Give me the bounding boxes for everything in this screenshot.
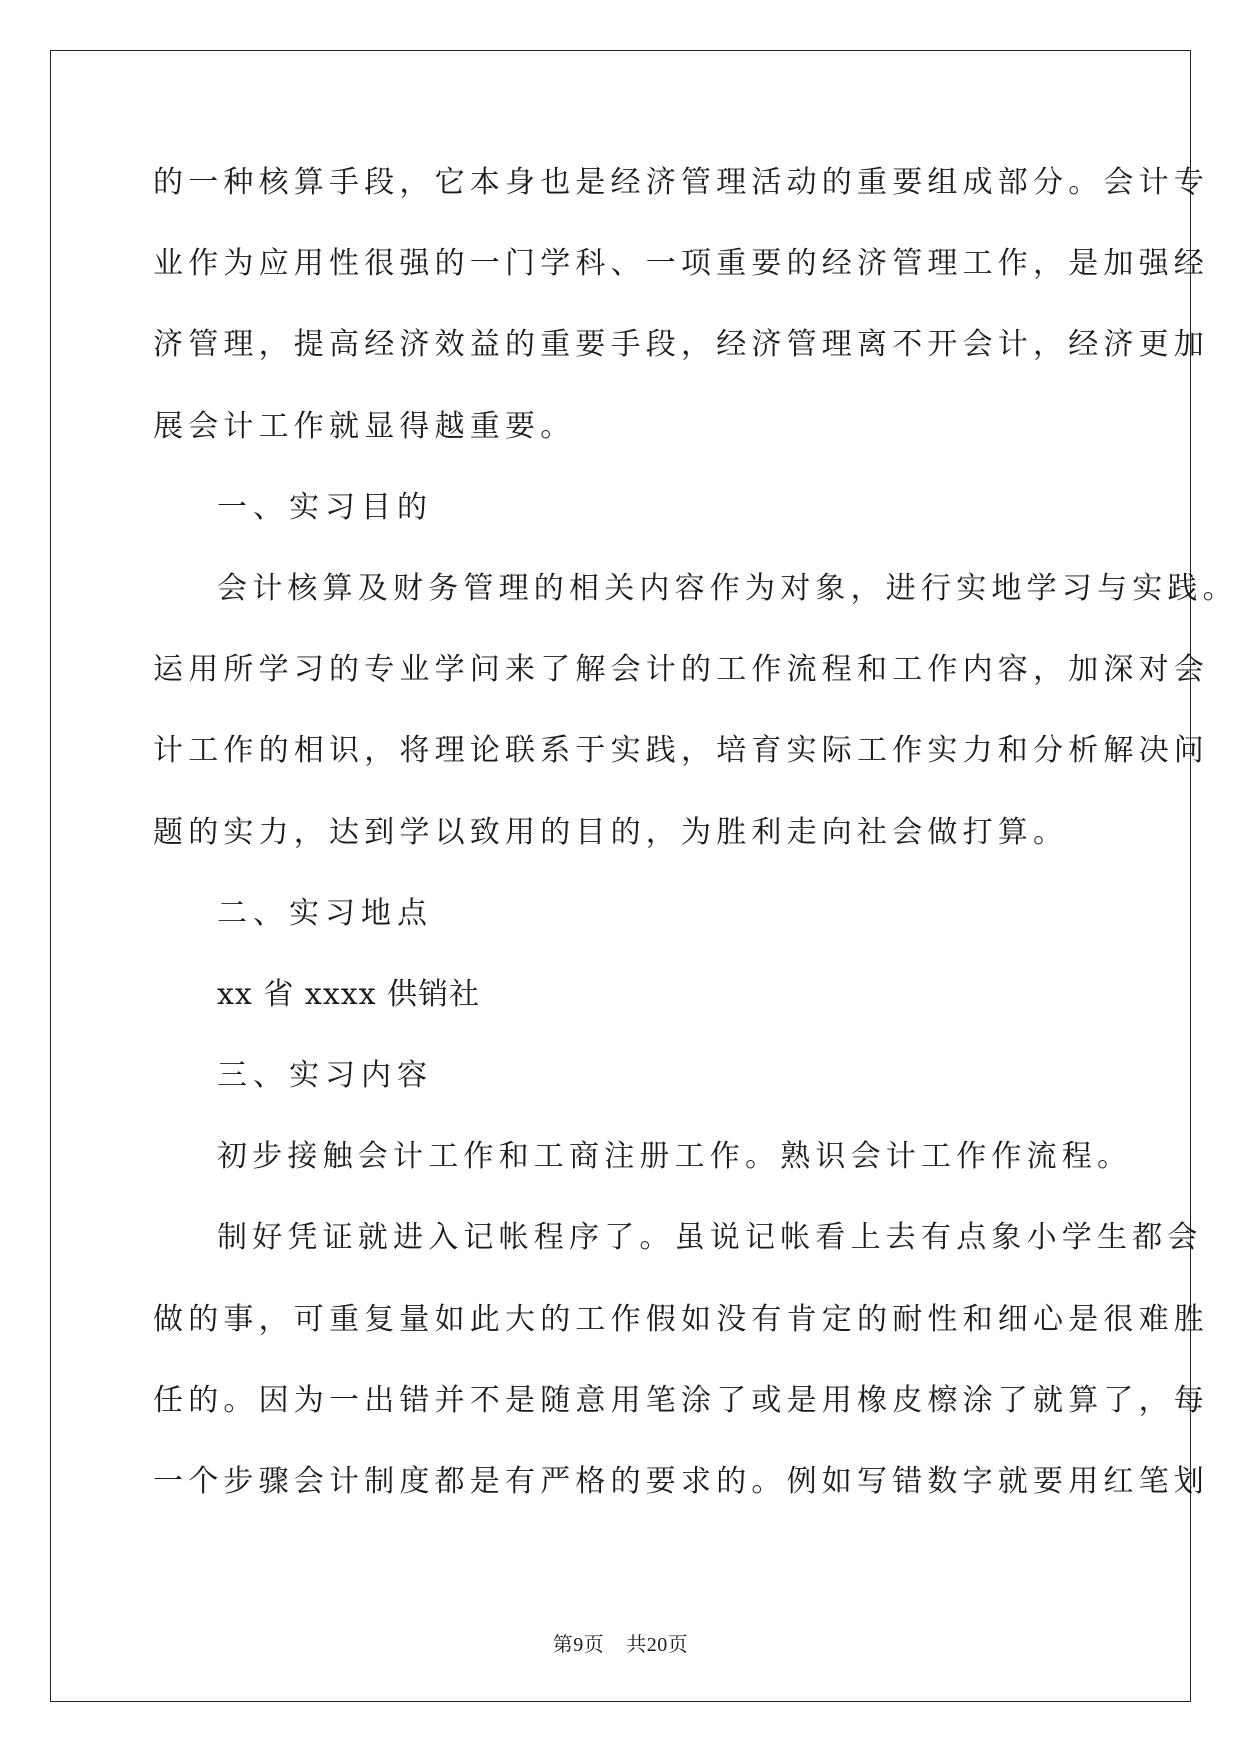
- paragraph-line: xx 省 xxxx 供销社: [217, 976, 481, 1012]
- paragraph-line: 做的事，可重复量如此大的工作假如没有肯定的耐性和细心是很难胜: [153, 1301, 1209, 1337]
- total-unit: 页: [667, 1632, 689, 1656]
- total-pages: 20: [646, 1634, 668, 1656]
- page-prefix: 第: [552, 1632, 574, 1656]
- paragraph-line: 一个步骤会计制度都是有严格的要求的。例如写错数字就要用红笔划: [153, 1464, 1209, 1499]
- total-prefix: 共: [626, 1632, 647, 1656]
- paragraph-line: 展会计工作就显得越重要。: [153, 408, 576, 444]
- paragraph-line: 济管理，提高经济效益的重要手段，经济管理离不开会计，经济更加: [153, 327, 1209, 363]
- paragraph-line: 初步接触会计工作和工商注册工作。熟识会计工作作流程。: [217, 1139, 1133, 1175]
- paragraph-line: 会计核算及财务管理的相关内容作为对象，进行实地学习与实践。: [217, 570, 1238, 606]
- page-footer: [0, 1628, 1241, 1657]
- paragraph-line: 运用所学习的专业学问来了解会计的工作流程和工作内容，加深对会: [153, 652, 1209, 688]
- section-heading: 一、实习目的: [217, 489, 433, 525]
- document-body: [153, 156, 1238, 1536]
- section-heading: 二、实习地点: [217, 895, 433, 931]
- section-heading: 三、实习内容: [217, 1058, 433, 1094]
- paragraph-line: 题的实力，达到学以致用的目的，为胜利走向社会做打算。: [153, 814, 1069, 850]
- page-unit: 页: [583, 1632, 605, 1656]
- paragraph-line: 任的。因为一出错并不是随意用笔涂了或是用橡皮檫涂了就算了，每: [153, 1382, 1209, 1418]
- paragraph-line: 计工作的相识，将理论联系于实践，培育实际工作实力和分析解决问: [153, 733, 1209, 769]
- paragraph-line: 制好凭证就进入记帐程序了。虽说记帐看上去有点象小学生都会: [217, 1220, 1203, 1256]
- page-number: 9: [573, 1634, 584, 1656]
- paragraph-line: 的一种核算手段，它本身也是经济管理活动的重要组成部分。会计专: [153, 165, 1209, 200]
- paragraph-line: 业作为应用性很强的一门学科、一项重要的经济管理工作，是加强经: [153, 246, 1209, 282]
